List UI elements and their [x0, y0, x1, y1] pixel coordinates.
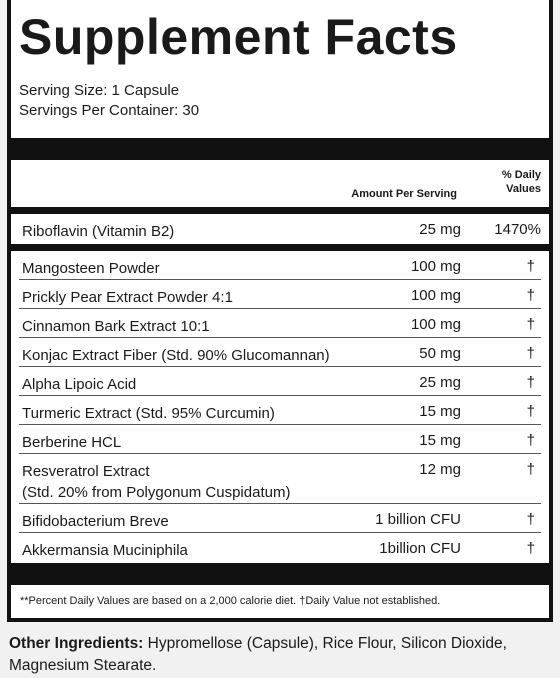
amount-per-serving-header: Amount Per Serving — [351, 188, 457, 200]
table-row — [19, 454, 541, 504]
table-row — [19, 425, 541, 454]
ingredient-amount: 100 mg — [410, 258, 461, 275]
dv-header-line1: % Daily — [501, 169, 541, 181]
ingredient-amount: 15 mg — [419, 403, 461, 420]
ingredient-amount: 25 mg — [419, 221, 461, 238]
table-row — [19, 504, 541, 533]
serving-info — [19, 72, 541, 121]
header-divider-bar — [11, 207, 549, 214]
vitamin-divider-bar — [11, 244, 549, 251]
ingredient-amount: 1 billion CFU — [375, 511, 461, 528]
other-ingredients — [9, 633, 549, 677]
ingredient-daily-value: 1470% — [494, 221, 541, 238]
ingredient-amount: 100 mg — [410, 316, 461, 333]
table-row — [19, 338, 541, 367]
serving-size: Serving Size: 1 Capsule — [19, 82, 180, 99]
table-row — [19, 533, 541, 562]
ingredient-name — [22, 461, 290, 503]
page-title: Supplement Facts — [19, 9, 458, 65]
table-row — [19, 309, 541, 338]
ingredient-name: Konjac Extract Fiber (Std. 90% Glucomannan) — [22, 347, 330, 364]
other-ingredients-text: Hypromellose (Capsule), Rice Flour, Silicon Dioxide, Magnesium Stearate. — [9, 635, 507, 674]
ingredient-name-line2: (Std. 20% from Polygonum Cuspidatum) — [22, 484, 291, 501]
table-row — [19, 367, 541, 396]
ingredient-name-line1: Resveratrol Extract — [22, 463, 150, 480]
servings-per-container: Servings Per Container: 30 — [19, 102, 200, 119]
supplement-facts-panel — [7, 0, 553, 622]
ingredient-name: Alpha Lipoic Acid — [22, 376, 137, 393]
ingredient-name: Akkermansia Muciniphila — [22, 542, 188, 559]
daily-value-footnote: **Percent Daily Values are based on a 2,000 calorie diet. †Daily Value not established. — [20, 595, 441, 607]
ingredient-daily-value: † — [526, 511, 535, 528]
ingredient-daily-value: † — [526, 345, 535, 362]
ingredient-name: Bifidobacterium Breve — [22, 513, 169, 530]
daily-values-header — [502, 168, 541, 196]
bottom-divider-bar — [11, 563, 549, 585]
ingredient-daily-value: † — [526, 258, 535, 275]
ingredient-name: Riboflavin (Vitamin B2) — [22, 223, 175, 240]
ingredient-name: Mangosteen Powder — [22, 260, 160, 277]
ingredient-daily-value: † — [526, 316, 535, 333]
table-row — [19, 280, 541, 309]
ingredient-amount: 12 mg — [419, 461, 461, 478]
table-row — [19, 251, 541, 280]
ingredient-name: Cinnamon Bark Extract 10:1 — [22, 318, 210, 335]
ingredient-name: Turmeric Extract (Std. 95% Curcumin) — [22, 405, 275, 422]
ingredient-daily-value: † — [526, 432, 535, 449]
ingredient-name: Prickly Pear Extract Powder 4:1 — [22, 289, 233, 306]
column-header-row — [19, 160, 541, 207]
table-row — [19, 396, 541, 425]
ingredient-amount: 25 mg — [419, 374, 461, 391]
ingredient-name: Berberine HCL — [22, 434, 122, 451]
ingredient-daily-value: † — [526, 540, 535, 557]
dv-header-line2: Values — [506, 183, 541, 195]
ingredient-amount: 15 mg — [419, 432, 461, 449]
ingredient-daily-value: † — [526, 287, 535, 304]
ingredient-amount: 1billion CFU — [379, 540, 461, 557]
ingredient-daily-value: † — [526, 461, 535, 478]
ingredient-daily-value: † — [526, 403, 535, 420]
other-ingredients-label: Other Ingredients: — [9, 635, 144, 652]
ingredient-daily-value: † — [526, 374, 535, 391]
table-row — [19, 214, 541, 244]
ingredient-amount: 100 mg — [410, 287, 461, 304]
ingredient-amount: 50 mg — [419, 345, 461, 362]
top-divider-bar — [11, 138, 549, 160]
